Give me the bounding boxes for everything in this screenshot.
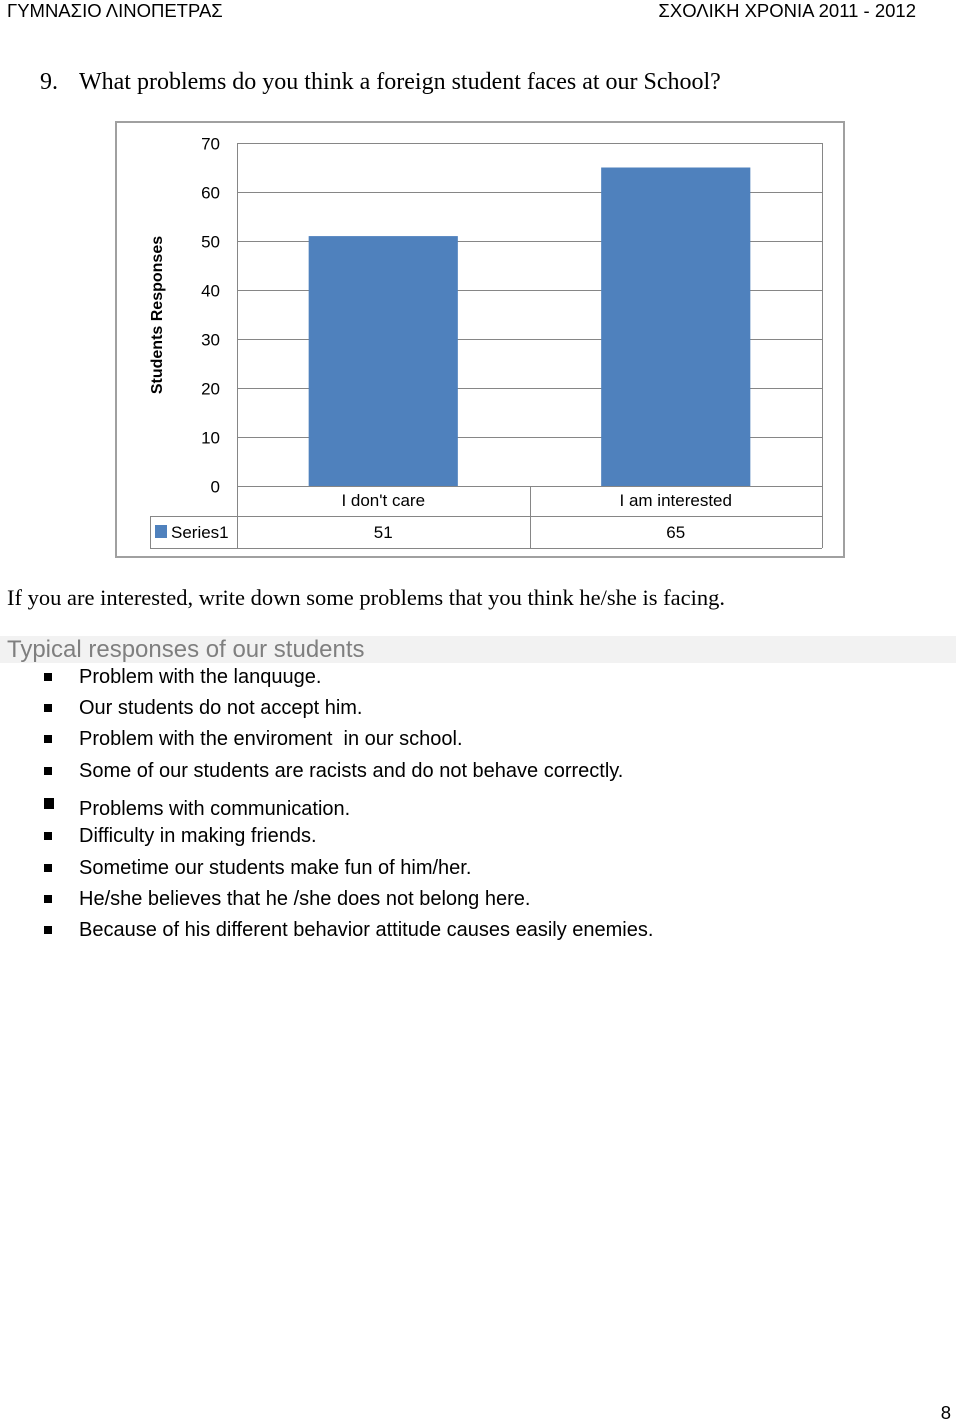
response-text: Problem with the lanquuge. [79, 666, 322, 688]
y-tick-label: 70 [201, 134, 220, 154]
responses-heading-band [0, 636, 956, 663]
list-item [0, 918, 960, 942]
bar-chart [0, 0, 960, 570]
x-category-label: I am interested [619, 491, 732, 510]
square-bullet-icon [44, 864, 52, 872]
response-text: Some of our students are racists and do not behave correctly. [79, 760, 624, 782]
square-bullet-icon [44, 767, 52, 775]
square-bullet-icon [44, 895, 52, 903]
list-item [0, 665, 960, 689]
bar [309, 236, 458, 486]
x-category-label: I don't care [341, 491, 426, 510]
list-item [0, 696, 960, 720]
response-text: He/she believes that he /she does not belong here. [79, 888, 531, 910]
follow-up-prompt: If you are interested, write down some problems that you think he/she is facing. [7, 585, 725, 610]
square-bullet-icon [44, 673, 52, 681]
data-table-value: 65 [666, 523, 686, 542]
y-tick-label: 40 [201, 281, 220, 301]
responses-heading: Typical responses of our students [7, 636, 365, 663]
list-item [0, 797, 960, 821]
square-bullet-icon [44, 704, 52, 712]
list-item [0, 727, 960, 751]
response-text: Problem with the enviroment in our school. [79, 728, 463, 750]
y-tick-label: 20 [201, 379, 220, 399]
response-text: Sometime our students make fun of him/her. [79, 857, 472, 879]
bar [601, 168, 750, 487]
response-text: Because of his different behavior attitude causes easily enemies. [79, 919, 654, 941]
square-bullet-icon [44, 798, 54, 809]
square-bullet-icon [44, 832, 52, 840]
list-item [0, 824, 960, 848]
data-table-value: 51 [373, 523, 393, 542]
page-number: 8 [940, 1402, 951, 1423]
y-tick-label: 50 [201, 232, 220, 252]
response-text: Our students do not accept him. [79, 697, 363, 719]
question-text: What problems do you think a foreign student faces at our School? [79, 69, 721, 95]
response-text: Problems with communication. [79, 798, 351, 820]
response-text: Difficulty in making friends. [79, 825, 317, 847]
square-bullet-icon [44, 926, 52, 934]
list-item [0, 759, 960, 783]
y-axis-label: Students Responses [149, 235, 166, 395]
series-name-label: Series1 [171, 523, 229, 542]
school-name: ΓΥΜΝΑΣΙΟ ΛΙΝΟΠΕΤΡΑΣ [7, 0, 223, 21]
school-year: ΣΧΟΛΙΚΗ ΧΡΟΝΙΑ 2011 - 2012 [658, 0, 916, 21]
y-tick-label: 10 [201, 428, 220, 448]
square-bullet-icon [44, 735, 52, 743]
y-tick-label: 30 [201, 330, 220, 350]
list-item [0, 887, 960, 911]
list-item [0, 856, 960, 880]
series-legend-key [155, 525, 167, 538]
question-number: 9. [40, 69, 58, 95]
y-tick-label: 0 [210, 477, 220, 497]
y-tick-label: 60 [201, 183, 220, 203]
